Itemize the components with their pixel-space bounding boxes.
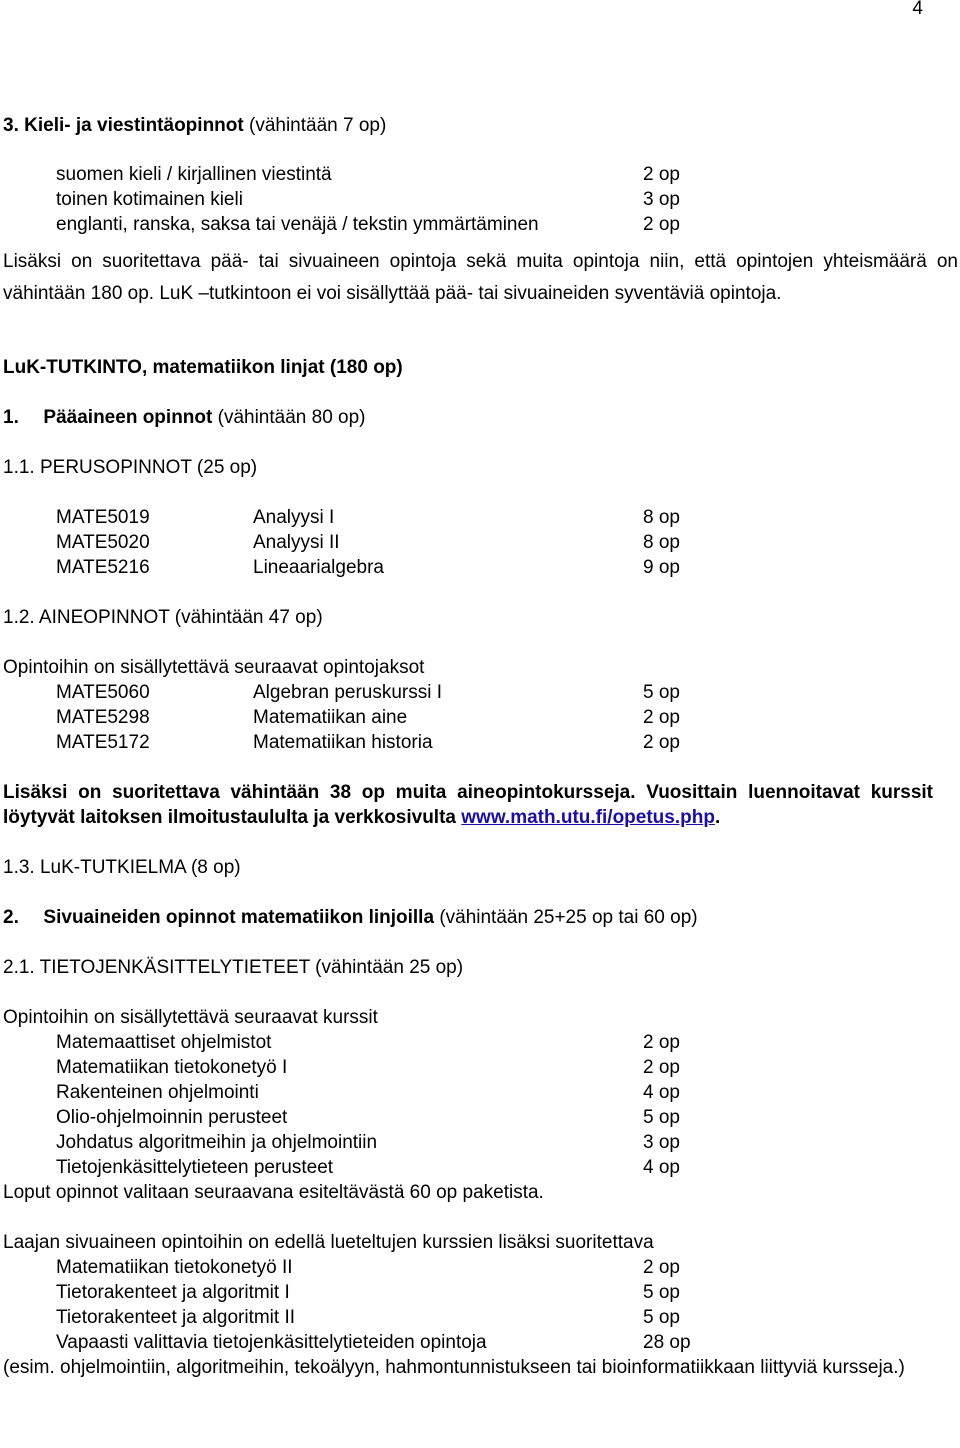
section2-note: (vähintään 25+25 op tai 60 op) <box>439 907 698 928</box>
luk-degree-title: LuK-TUTKINTO, matematiikon linjat (180 op) <box>3 357 403 378</box>
course-credits: 2 op <box>643 1032 680 1053</box>
course-code: MATE5172 <box>56 732 150 753</box>
section1-3-heading: 1.3. LuK-TUTKIELMA (8 op) <box>3 857 241 878</box>
list-item <box>56 1105 933 1130</box>
section1-2-note-end: . <box>714 807 721 828</box>
course-credits: 28 op <box>643 1332 691 1353</box>
list-item <box>56 1055 933 1080</box>
subject-studies-table <box>3 680 933 755</box>
wide-minor-course-list <box>3 1255 933 1355</box>
course-name: Analyysi I <box>253 507 335 528</box>
course-code: MATE5060 <box>56 682 150 703</box>
document-body <box>3 113 958 1380</box>
table-row <box>56 705 933 730</box>
course-credits: 5 op <box>643 1282 680 1303</box>
section1-title: Pääaineen opinnot <box>43 407 213 428</box>
page-number: 4 <box>912 0 923 19</box>
course-name: Matemaattiset ohjelmistot <box>56 1032 272 1053</box>
list-item <box>56 212 933 237</box>
section3-heading <box>3 113 933 138</box>
course-credits: 5 op <box>643 1307 680 1328</box>
section1-2-note <box>3 780 933 830</box>
section2-title: Sivuaineiden opinnot matematiikon linjoilla <box>43 907 435 928</box>
course-credits: 3 op <box>643 189 680 210</box>
section2-heading <box>3 905 933 930</box>
course-name: suomen kieli / kirjallinen viestintä <box>56 164 332 185</box>
course-code: MATE5020 <box>56 532 150 553</box>
course-name: Tietojenkäsittelytieteen perusteet <box>56 1157 334 1178</box>
course-credits: 2 op <box>643 214 680 235</box>
course-credits: 2 op <box>643 164 680 185</box>
wide-minor-intro: Laajan sivuaineen opintoihin on edellä lueteltujen kurssien lisäksi suoritettava <box>3 1232 654 1253</box>
course-name: Olio-ohjelmoinnin perusteet <box>56 1107 288 1128</box>
section1-note: (vähintään 80 op) <box>217 407 366 428</box>
list-item <box>56 1330 933 1355</box>
course-credits: 2 op <box>643 1257 680 1278</box>
list-item <box>56 162 933 187</box>
course-name: Rakenteinen ohjelmointi <box>56 1082 259 1103</box>
course-name: Tietorakenteet ja algoritmit II <box>56 1307 296 1328</box>
course-code: MATE5019 <box>56 507 150 528</box>
course-name: Matematiikan tietokonetyö II <box>56 1257 293 1278</box>
table-row <box>56 555 933 580</box>
list-item <box>56 187 933 212</box>
basic-studies-table <box>3 505 933 580</box>
table-row <box>56 680 933 705</box>
section1-2-note-text: Lisäksi on suoritettava vähintään 38 op muita aineopintokursseja. Vuosittain luennoitavat kurssit löytyvät laitoksen ilmoitustaululta ja verkkosivulta <box>3 782 933 828</box>
course-name: toinen kotimainen kieli <box>56 189 243 210</box>
course-credits: 2 op <box>643 732 680 753</box>
course-credits: 4 op <box>643 1157 680 1178</box>
course-name: englanti, ranska, saksa tai venäjä / tekstin ymmärtäminen <box>56 214 539 235</box>
math-dept-link[interactable]: www.math.utu.fi/opetus.php <box>461 807 715 828</box>
section1-1-heading: 1.1. PERUSOPINNOT (25 op) <box>3 457 258 478</box>
course-credits: 5 op <box>643 1107 680 1128</box>
course-name: Tietorakenteet ja algoritmit I <box>56 1282 290 1303</box>
section3-note: (vähintään 7 op) <box>249 115 387 136</box>
course-credits: 5 op <box>643 682 680 703</box>
section1-2-intro: Opintoihin on sisällytettävä seuraavat opintojaksot <box>3 657 425 678</box>
list-item <box>56 1080 933 1105</box>
list-item <box>56 1280 933 1305</box>
wide-minor-footnote: (esim. ohjelmointiin, algoritmeihin, tekoälyyn, hahmontunnistukseen tai bioinformatiikkaan liittyviä kursseja.) <box>3 1357 905 1378</box>
course-credits: 8 op <box>643 507 680 528</box>
section1-heading <box>3 405 933 430</box>
course-credits: 9 op <box>643 557 680 578</box>
section3-title: Kieli- ja viestintäopinnot <box>24 115 244 136</box>
section2-number: 2. <box>3 907 19 928</box>
course-name: Johdatus algoritmeihin ja ohjelmointiin <box>56 1132 378 1153</box>
section2-1-intro: Opintoihin on sisällytettävä seuraavat kurssit <box>3 1007 378 1028</box>
list-item <box>56 1305 933 1330</box>
list-item <box>56 1255 933 1280</box>
table-row <box>56 505 933 530</box>
language-course-list <box>3 162 933 237</box>
section3-number: 3. <box>3 115 19 136</box>
course-name: Vapaasti valittavia tietojenkäsittelytieteiden opintoja <box>56 1332 487 1353</box>
list-item <box>56 1130 933 1155</box>
table-row <box>56 530 933 555</box>
course-credits: 2 op <box>643 1057 680 1078</box>
cs-course-list <box>3 1030 933 1180</box>
course-code: MATE5216 <box>56 557 150 578</box>
list-item <box>56 1030 933 1055</box>
course-name: Analyysi II <box>253 532 340 553</box>
section2-1-after: Loput opinnot valitaan seuraavana esiteltävästä 60 op paketista. <box>3 1182 544 1203</box>
course-credits: 8 op <box>643 532 680 553</box>
section2-1-heading: 2.1. TIETOJENKÄSITTELYTIETEET (vähintään 25 op) <box>3 957 464 978</box>
course-code: MATE5298 <box>56 707 150 728</box>
course-name: Matematiikan aine <box>253 707 408 728</box>
course-credits: 3 op <box>643 1132 680 1153</box>
course-credits: 2 op <box>643 707 680 728</box>
course-name: Algebran peruskurssi I <box>253 682 443 703</box>
section1-2-heading: 1.2. AINEOPINNOT (vähintään 47 op) <box>3 607 323 628</box>
section1-number: 1. <box>3 407 19 428</box>
course-name: Matematiikan tietokonetyö I <box>56 1057 288 1078</box>
course-credits: 4 op <box>643 1082 680 1103</box>
course-name: Matematiikan historia <box>253 732 433 753</box>
section3-paragraph: Lisäksi on suoritettava pää- tai sivuaineen opintoja sekä muita opintoja niin, että opintojen yhteismäärä on vähintään 180 op. LuK –tutkintoon ei voi sisällyttää pää- tai sivuaineiden syventäviä opintoja. <box>3 251 958 304</box>
course-name: Lineaarialgebra <box>253 557 384 578</box>
table-row <box>56 730 933 755</box>
list-item <box>56 1155 933 1180</box>
